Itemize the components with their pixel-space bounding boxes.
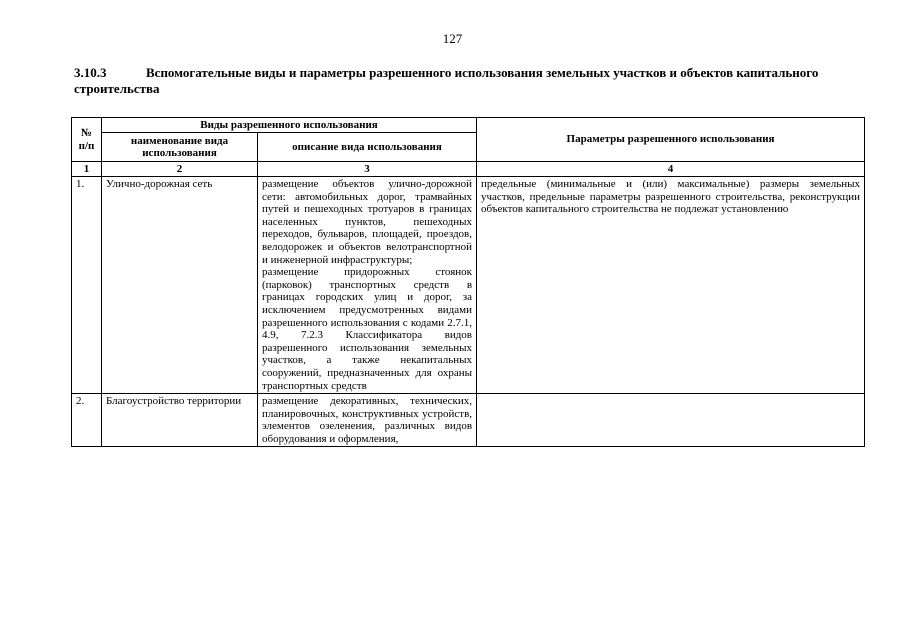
header-types-group: Виды разрешенного использования [102, 118, 477, 133]
table-row [72, 177, 865, 394]
header-type-desc: описание вида использования [258, 133, 477, 162]
column-number: 2 [102, 162, 258, 177]
page-number: 127 [442, 31, 463, 46]
table-row [72, 394, 865, 447]
description-paragraph: размещение декоративных, технических, планировочных, конструктивных устройств, элементов озеленения, различных видов оборудования и оформления, [262, 395, 473, 445]
column-number: 4 [477, 162, 865, 177]
column-numbers-row [72, 162, 865, 177]
header-num: № п/п [72, 118, 102, 162]
column-number: 1 [72, 162, 102, 177]
section-number: 3.10.3 [74, 65, 107, 80]
header-type-name: наименование вида использования [102, 133, 258, 162]
row-number: 2. [72, 394, 102, 447]
column-number: 3 [258, 162, 477, 177]
use-parameters [477, 394, 865, 447]
description-paragraph: размещение придорожных стоянок (парковок) транспортных средств в границах городских улиц и дорог, за исключением предусмотренных видами разрешенного использования с кодами 2.7.1, 4.9, 7.2.3 Классификатора видов разрешенного использования земельных участков, а также некапитальных сооружений, предназначенных для охраны транспортных средств [262, 266, 473, 392]
use-type-name: Улично-дорожная сеть [102, 177, 258, 394]
header-row-1 [72, 118, 865, 133]
section-heading [74, 65, 854, 97]
header-params: Параметры разрешенного использования [477, 118, 865, 162]
use-type-name: Благоустройство территории [102, 394, 258, 447]
description-paragraph: размещение объектов улично-дорожной сети: автомобильных дорог, трамвайных путей и пешеходных тротуаров в границах населенных пунктов, пешеходных переходов, бульваров, площадей, проездов, велодорожек и объектов велотранспортной и инженерной инфраструктуры; [262, 178, 473, 266]
row-number: 1. [72, 177, 102, 394]
use-type-description [258, 177, 477, 394]
parameters-table [71, 117, 865, 447]
use-type-description [258, 394, 477, 447]
use-parameters: предельные (минимальные и (или) максимальные) размеры земельных участков, предельные параметры разрешенного строительства, реконструкции объектов капитального строительства не подлежат установлению [477, 177, 865, 394]
section-title: Вспомогательные виды и параметры разрешенного использования земельных участков и объектов капитального строительства [74, 65, 819, 96]
